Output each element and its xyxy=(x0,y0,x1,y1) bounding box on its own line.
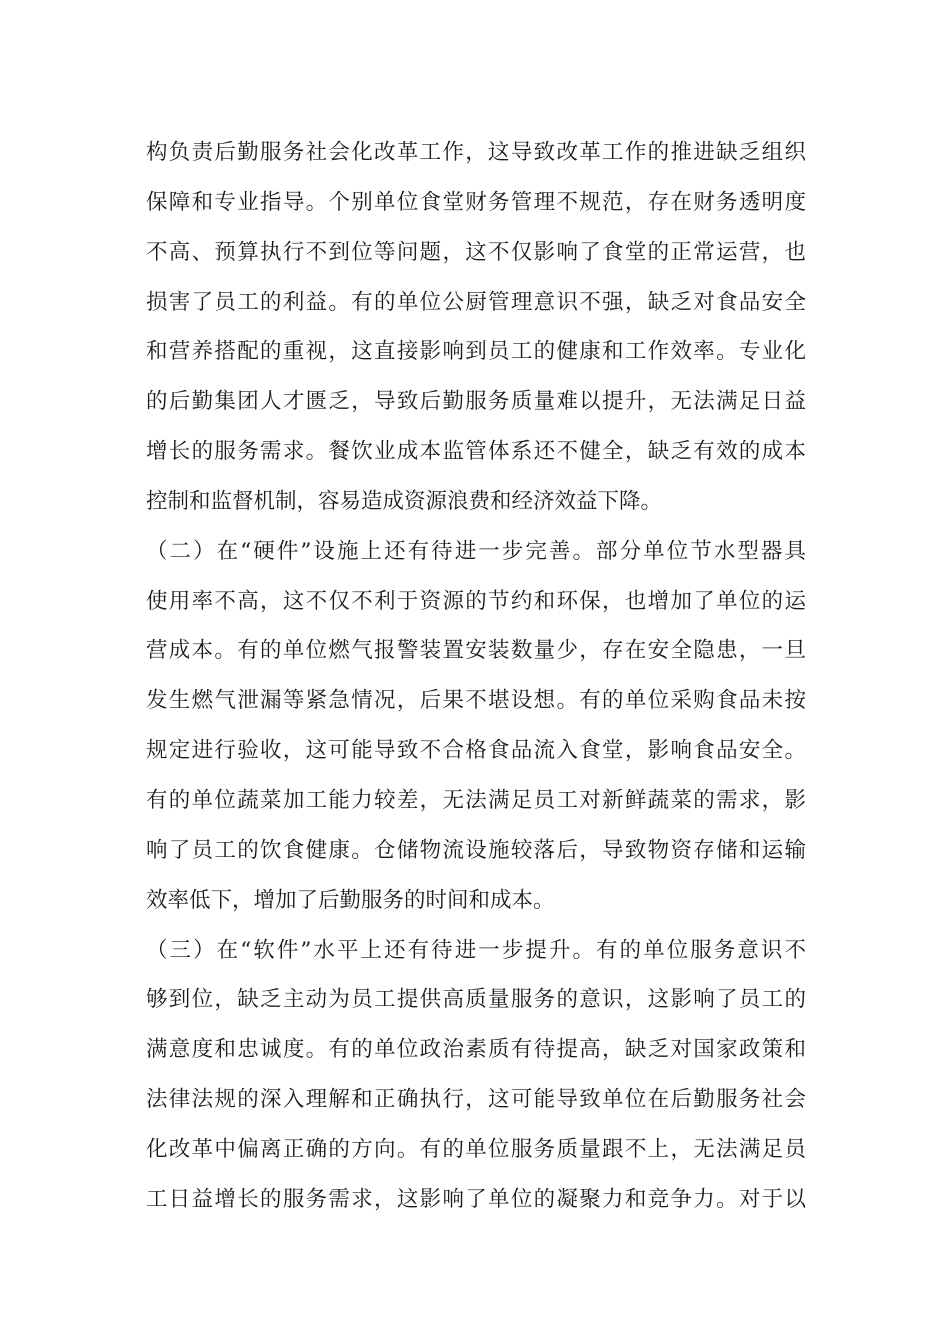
text-line: 法律法规的深入理解和正确执行，这可能导致单位在后勤服务社会 xyxy=(146,1087,806,1113)
text-line: 满意度和忠诚度。有的单位政治素质有待提高，缺乏对国家政策和 xyxy=(146,1037,806,1063)
text-line: 保障和专业指导。个别单位食堂财务管理不规范，存在财务透明度 xyxy=(146,189,806,215)
text-line: 营成本。有的单位燃气报警装置安装数量少，存在安全隐患，一旦 xyxy=(146,638,806,664)
text-line: 够到位，缺乏主动为员工提供高质量服务的意识，这影响了员工的 xyxy=(146,987,806,1013)
text-line: 发生燃气泄漏等紧急情况，后果不堪设想。有的单位采购食品未按 xyxy=(146,688,806,714)
text-line: 不高、预算执行不到位等问题，这不仅影响了食堂的正常运营，也 xyxy=(146,239,806,265)
text-line: 增长的服务需求。餐饮业成本监管体系还不健全，缺乏有效的成本 xyxy=(146,439,806,465)
section-heading-line: （三）在“软件”水平上还有待进一步提升。有的单位服务意识不 xyxy=(146,937,806,963)
paragraph-3 xyxy=(146,926,806,1225)
text-line: 有的单位蔬菜加工能力较差，无法满足员工对新鲜蔬菜的需求，影 xyxy=(146,787,806,813)
text-line: 使用率不高，这不仅不利于资源的节约和环保，也增加了单位的运 xyxy=(146,588,806,614)
text-line: 的后勤集团人才匮乏，导致后勤服务质量难以提升，无法满足日益 xyxy=(146,389,806,415)
text-line: 规定进行验收，这可能导致不合格食品流入食堂，影响食品安全。 xyxy=(146,738,806,764)
section-heading-line: （二）在“硬件”设施上还有待进一步完善。部分单位节水型器具 xyxy=(146,538,806,564)
text-line: 工日益增长的服务需求，这影响了单位的凝聚力和竞争力。对于以 xyxy=(146,1186,806,1212)
paragraph-2 xyxy=(146,527,806,926)
body-text xyxy=(146,128,806,1225)
text-line: 控制和监督机制，容易造成资源浪费和经济效益下降。 xyxy=(146,488,663,514)
text-line: 化改革中偏离正确的方向。有的单位服务质量跟不上，无法满足员 xyxy=(146,1136,806,1162)
text-line: 和营养搭配的重视，这直接影响到员工的健康和工作效率。专业化 xyxy=(146,339,806,365)
text-line: 响了员工的饮食健康。仓储物流设施较落后，导致物资存储和运输 xyxy=(146,837,806,863)
text-line: 构负责后勤服务社会化改革工作，这导致改革工作的推进缺乏组织 xyxy=(146,140,806,165)
text-line: 效率低下，增加了后勤服务的时间和成本。 xyxy=(146,887,555,913)
text-line: 损害了员工的利益。有的单位公厨管理意识不强，缺乏对食品安全 xyxy=(146,289,806,315)
paragraph-1 xyxy=(146,128,806,527)
